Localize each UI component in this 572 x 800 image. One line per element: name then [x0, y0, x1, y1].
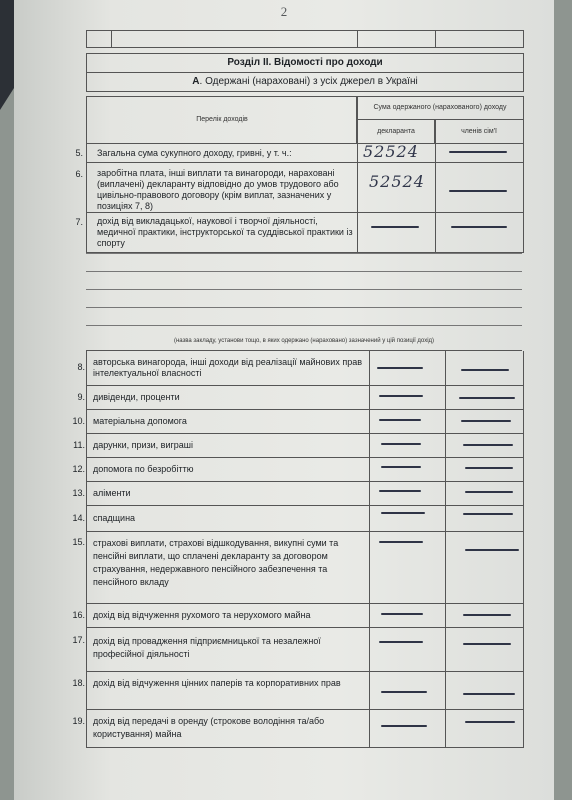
table-divider — [369, 457, 370, 481]
blank-dash — [449, 151, 507, 153]
table-divider — [357, 31, 358, 47]
subsection-text: Одержані (нараховані) з усіх джерел в Україні — [205, 76, 418, 87]
row-number: 15. — [72, 537, 85, 547]
row-number: 19. — [72, 716, 85, 726]
blank-dash — [381, 691, 427, 693]
blank-dash — [379, 490, 421, 492]
declarant-amount: 52524 — [369, 172, 425, 191]
row-number: 9. — [77, 392, 85, 402]
blank-dash — [381, 512, 425, 514]
table-row — [72, 409, 524, 434]
table-divider — [86, 307, 522, 308]
table-divider — [369, 351, 370, 385]
section-title: Розділ ІІ. Відомості про доходи — [86, 53, 524, 73]
row-number: 7. — [75, 217, 83, 227]
row-text: спадщина — [93, 513, 136, 523]
blank-dash — [463, 643, 511, 645]
blank-dash — [377, 367, 423, 369]
table-row — [75, 142, 524, 163]
blank-dash — [459, 397, 515, 399]
table-divider — [445, 531, 446, 603]
row-text: аліменти — [93, 488, 131, 498]
row-text: дохід від викладацької, наукової і творчої діяльності, медичної практики, інструкторської та суддівської практики із спорту — [97, 216, 353, 248]
table-divider — [357, 162, 358, 212]
row-number: 12. — [72, 464, 85, 474]
document-page — [14, 0, 554, 800]
table-row — [72, 457, 524, 482]
row-number: 17. — [72, 635, 85, 645]
row-number: 16. — [72, 610, 85, 620]
blank-dash — [379, 419, 421, 421]
row-text: заробітна плата, інші виплати та винагороди, нараховані (виплачені) декларанту відповідно до умов трудового або цивільно-правового договору (крім виплат, зазначених у позиціях 7, 8) — [97, 168, 339, 211]
row-text: дарунки, призи, виграші — [93, 440, 193, 450]
table-row — [75, 212, 524, 253]
table-divider — [369, 709, 370, 747]
blank-dash — [463, 444, 513, 446]
table-divider — [445, 351, 446, 385]
row-number: 10. — [72, 416, 85, 426]
blank-dash — [379, 641, 423, 643]
blank-dash — [381, 725, 427, 727]
blank-dash — [379, 395, 423, 397]
table-divider — [445, 709, 446, 747]
institution-note: (назва закладу, установи тощо, в яких одержано (нараховано) зазначений у цій позиції дохід) — [173, 338, 435, 344]
table-divider — [445, 627, 446, 671]
table-divider — [357, 212, 358, 252]
row-text: матеріальна допомога — [93, 416, 187, 426]
row-text: Загальна сума сукупного доходу, гривні, у т. ч.: — [97, 148, 292, 158]
header-family: членів сім'ї — [434, 119, 524, 144]
blank-dash — [381, 613, 423, 615]
table-row — [72, 505, 524, 532]
row-number: 6. — [75, 169, 83, 179]
table-divider — [435, 142, 436, 162]
row-text: дохід від відчуження цінних паперів та корпоративних прав — [93, 678, 341, 688]
table-row — [72, 709, 524, 748]
table-divider — [369, 409, 370, 433]
table-divider — [357, 142, 358, 162]
blank-dash — [465, 467, 513, 469]
blank-dash — [461, 420, 511, 422]
table-divider — [445, 603, 446, 627]
table-divider — [445, 505, 446, 531]
row-number: 11. — [73, 440, 85, 450]
blank-dash — [449, 190, 507, 192]
header-income-sum: Сума одержаного (нарахованого) доходу — [356, 96, 524, 120]
table-divider — [86, 325, 522, 326]
table-divider — [369, 531, 370, 603]
row-text: дохід від передачі в оренду (строкове володіння та/або користування) майна — [93, 716, 325, 739]
table-row — [77, 385, 524, 410]
table-divider — [369, 385, 370, 409]
blank-dash — [463, 693, 515, 695]
row-number: 5. — [75, 148, 83, 158]
previous-table-row — [86, 30, 524, 48]
table-divider — [369, 505, 370, 531]
table-divider — [369, 603, 370, 627]
table-row — [72, 671, 524, 710]
table-row — [75, 162, 524, 213]
table-divider — [445, 433, 446, 457]
income-table-bottom — [72, 350, 522, 739]
blank-dash — [465, 721, 515, 723]
blank-dash — [381, 466, 421, 468]
row-number: 18. — [72, 678, 85, 688]
table-divider — [369, 627, 370, 671]
blank-dash — [371, 226, 419, 228]
institution-lines — [86, 253, 522, 341]
table-divider — [445, 671, 446, 709]
table-divider — [369, 481, 370, 505]
blank-dash — [463, 614, 511, 616]
table-divider — [445, 481, 446, 505]
header-income-list: Перелік доходів — [86, 96, 358, 144]
declarant-amount: 52524 — [363, 142, 419, 161]
table-row — [72, 531, 524, 604]
page-number: 2 — [280, 4, 288, 19]
table-divider — [435, 212, 436, 252]
blank-dash — [461, 369, 509, 371]
table-row — [72, 627, 524, 672]
table-divider — [445, 385, 446, 409]
blank-dash — [463, 513, 513, 515]
subsection-letter: А — [192, 76, 200, 87]
blank-dash — [451, 226, 507, 228]
table-divider — [445, 457, 446, 481]
row-text: дивіденди, проценти — [93, 392, 180, 402]
table-divider — [111, 31, 112, 47]
blank-dash — [379, 541, 423, 543]
blank-dash — [465, 549, 519, 551]
table-divider — [369, 671, 370, 709]
blank-dash — [465, 491, 513, 493]
row-text: допомога по безробіттю — [93, 464, 194, 474]
table-row — [73, 433, 524, 458]
row-text: страхові виплати, страхові відшкодування, викупні суми та пенсійні виплати, що сплачені декларанту за договором страхування, недержавного пенсійного забезпечення та пенсійного вкладу — [93, 538, 339, 587]
table-divider — [86, 289, 522, 290]
row-text: дохід від провадження підприємницької та незалежної професійної діяльності — [93, 636, 321, 659]
header-declarant: декларанта — [356, 119, 436, 144]
row-text: дохід від відчуження рухомого та нерухомого майна — [93, 610, 311, 620]
row-number: 13. — [72, 488, 85, 498]
table-row — [72, 481, 524, 506]
table-divider — [435, 31, 436, 47]
blank-dash — [381, 443, 421, 445]
table-row — [77, 351, 524, 386]
table-divider — [86, 271, 522, 272]
table-divider — [435, 162, 436, 212]
table-divider — [445, 409, 446, 433]
row-text: авторська винагорода, інші доходи від реалізації майнових прав інтелектуальної власності — [93, 357, 362, 378]
subsection-title: А. Одержані (нараховані) з усіх джерел в Україні — [86, 72, 524, 92]
table-row — [72, 603, 524, 628]
row-number: 14. — [72, 513, 85, 523]
table-divider — [369, 433, 370, 457]
table-divider — [86, 253, 522, 254]
row-number: 8. — [77, 362, 85, 372]
